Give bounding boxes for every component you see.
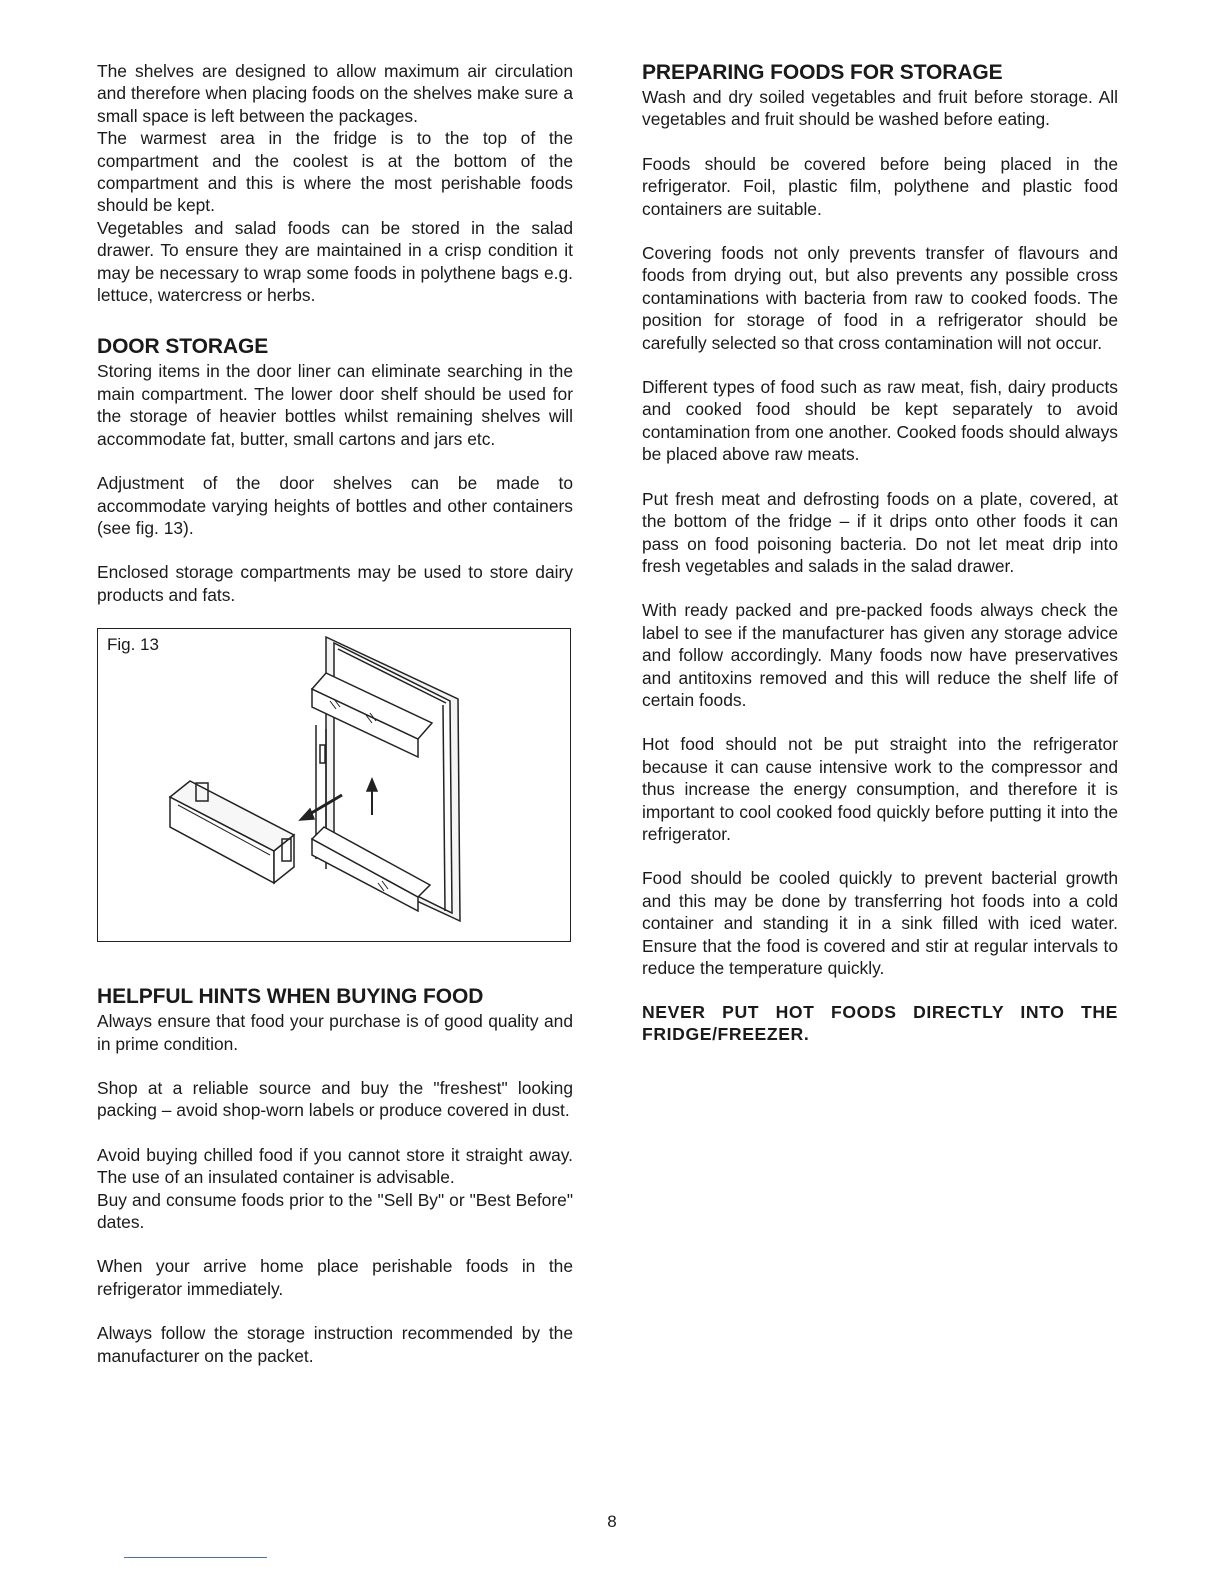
figure-13 <box>97 628 571 942</box>
arrive-home-paragraph: When your arrive home place perishable foods in the refrigerator immediately. <box>97 1256 573 1299</box>
preparing-foods-heading: PREPARING FOODS FOR STORAGE <box>642 61 1003 84</box>
shelves-paragraph: The shelves are designed to allow maximum air circulation and therefore when placing foods on the shelves make sure a small space is left between the packages. <box>97 61 573 126</box>
door-liner-paragraph: Storing items in the door liner can eliminate searching in the main compartment. The lower door shelf should be used for the storage of heavier bottles whilst remaining shelves will accommodate fat, butter, small cartons and jars etc. <box>97 361 573 449</box>
pre-packed-paragraph: With ready packed and pre-packed foods always check the label to see if the manufacturer has given any storage advice and follow accordingly. Many foods now have preservatives and antitoxins removed and this will reduce the shelf life of certain foods. <box>642 600 1118 710</box>
quality-paragraph: Always ensure that food your purchase is of good quality and in prime condition. <box>97 1011 573 1054</box>
door-storage-heading: DOOR STORAGE <box>97 335 269 359</box>
figure-label: Fig. 13 <box>107 635 159 655</box>
left-column <box>97 60 573 1367</box>
sell-by-paragraph: Buy and consume foods prior to the "Sell By" or "Best Before" dates. <box>97 1189 573 1232</box>
salad-drawer-paragraph: Vegetables and salad foods can be stored in the salad drawer. To ensure they are maintained in a crisp condition it may be necessary to wrap some foods in polythene bags e.g. lettuce, watercress or herbs. <box>97 217 573 306</box>
reliable-source-paragraph: Shop at a reliable source and buy the "freshest" looking packing – avoid shop-worn labels or produce covered in dust. <box>97 1077 573 1121</box>
door-shelf-adjustment-paragraph: Adjustment of the door shelves can be made to accommodate varying heights of bottles and other containers (see fig. 13). <box>97 473 573 538</box>
chilled-food-paragraph: Avoid buying chilled food if you cannot store it straight away. The use of an insulated container is advisable. <box>97 1144 573 1188</box>
fresh-meat-paragraph: Put fresh meat and defrosting foods on a plate, covered, at the bottom of the fridge – if it drips onto other foods it can pass on food poisoning bacteria. Do not let meat drip into fresh vegetables and salads in the salad drawer. <box>642 488 1118 576</box>
cool-quickly-paragraph: Food should be cooled quickly to prevent bacterial growth and this may be done by transferring hot foods into a cold container and standing it in a sink filled with iced water. Ensure that the food is covered and stir at regular intervals to reduce the temperature quickly. <box>642 868 1118 978</box>
footer-rule <box>124 1557 267 1558</box>
right-column <box>642 60 1118 1045</box>
door-shelf-illustration <box>98 629 572 943</box>
storage-instruction-paragraph: Always follow the storage instruction recommended by the manufacturer on the packet. <box>97 1323 573 1366</box>
enclosed-compartments-paragraph: Enclosed storage compartments may be used to store dairy products and fats. <box>97 562 573 605</box>
wash-vegetables-paragraph: Wash and dry soiled vegetables and fruit before storage. All vegetables and fruit should be washed before eating. <box>642 87 1118 130</box>
hot-food-paragraph: Hot food should not be put straight into the refrigerator because it can cause intensive work to the compressor and thus increase the energy consumption, and therefore it is important to cool cooked food quickly before putting it into the refrigerator. <box>642 734 1118 844</box>
hot-food-warning: NEVER PUT HOT FOODS DIRECTLY INTO THE FRIDGE/FREEZER. <box>642 1002 1118 1045</box>
cross-contamination-paragraph: Covering foods not only prevents transfer of flavours and foods from drying out, but also prevents any possible cross contaminations with bacteria from raw to cooked foods. The position for storage of food in a refrigerator should be carefully selected so that cross contamination will not occur. <box>642 243 1118 353</box>
cover-foods-paragraph: Foods should be covered before being placed in the refrigerator. Foil, plastic film, polythene and plastic food containers are suitable. <box>642 153 1118 219</box>
warmest-area-paragraph: The warmest area in the fridge is to the top of the compartment and the coolest is at the bottom of the compartment and this is where the most perishable foods should be kept. <box>97 128 573 216</box>
page-number: 8 <box>607 1512 617 1531</box>
helpful-hints-heading: HELPFUL HINTS WHEN BUYING FOOD <box>97 985 484 1009</box>
separate-foods-paragraph: Different types of food such as raw meat, fish, dairy products and cooked food should be kept separately to avoid contamination from one another. Cooked foods should always be placed above raw meats. <box>642 377 1118 465</box>
